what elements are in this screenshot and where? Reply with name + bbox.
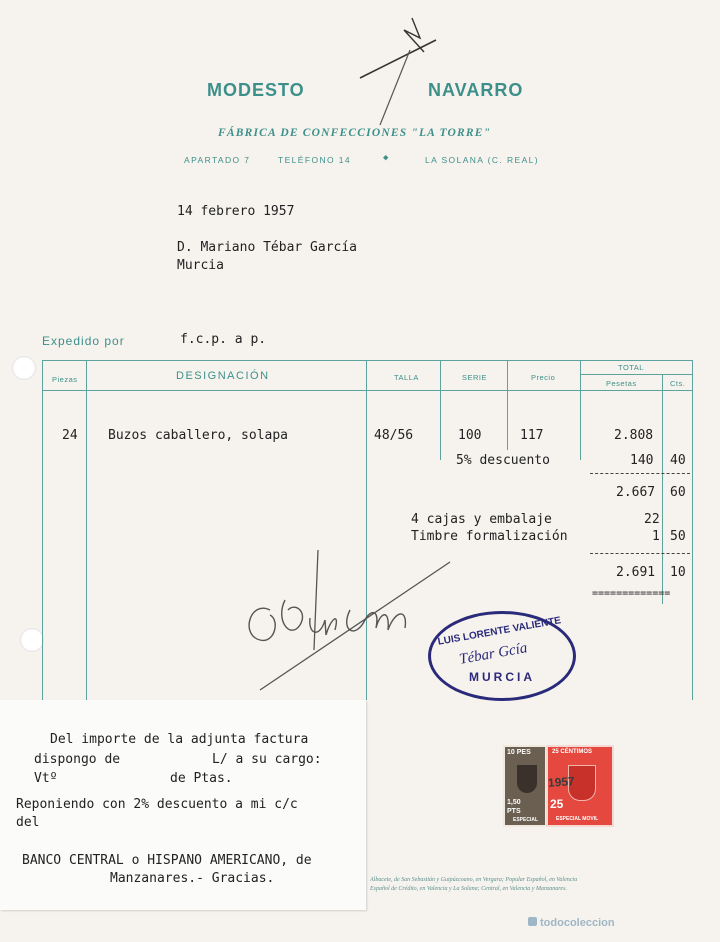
watermark — [528, 917, 615, 929]
column-header-total: TOTAL — [618, 363, 644, 372]
column-header-series: SERIE — [462, 373, 488, 382]
discount-cents: 40 — [670, 453, 686, 468]
column-header-size: TALLA — [394, 373, 419, 382]
address-apartado: APARTADO 7 — [184, 155, 251, 165]
pen-mark-slash — [340, 10, 460, 130]
subtotal-cents: 60 — [670, 485, 686, 500]
row-size: 48/56 — [374, 428, 414, 443]
row-pesetas: 2.808 — [614, 428, 654, 443]
fiscal-right-bottom: ESPECIAL MOVIL — [556, 816, 599, 822]
subtotal-pesetas: 2.667 — [616, 485, 656, 500]
watermark-logo-icon — [528, 917, 537, 926]
diamond-separator-icon: ◆ — [383, 153, 389, 163]
fiscal-right-top: 25 CÉNTIMOS — [552, 749, 593, 755]
boxes-label: 4 cajas y embalaje — [411, 512, 552, 527]
watermark-text: todocoleccion — [540, 917, 615, 929]
column-header-pieces: Piezas — [52, 375, 78, 384]
rubber-stamp — [428, 611, 576, 701]
discount-pesetas: 140 — [630, 453, 654, 468]
fiscal-stamp-left — [503, 745, 547, 827]
punch-hole-bottom — [20, 628, 44, 652]
shipped-by-label: Expedido por — [42, 334, 125, 348]
row-series: 100 — [458, 428, 482, 443]
stamp-fee-label: Timbre formalización — [411, 529, 568, 544]
rubber-stamp-name: LUIS LORENTE VALIENTE — [436, 615, 562, 648]
total-pesetas: 2.691 — [616, 565, 656, 580]
column-header-cents: Cts. — [670, 379, 686, 388]
fiscal-left-bottom: ESPECIAL — [513, 817, 539, 823]
company-name-left: MODESTO — [207, 80, 305, 100]
fiscal-left-top: 10 PES — [507, 749, 531, 756]
row-pieces: 24 — [62, 428, 78, 443]
slip-line-2a: dispongo de — [34, 752, 121, 767]
stamp-fee-pesetas: 1 — [652, 529, 660, 544]
signature — [230, 540, 460, 700]
total-rule-top — [590, 553, 690, 555]
row-designation: Buzos caballero, solapa — [108, 428, 289, 443]
slip-line-6: BANCO CENTRAL o HISPANO AMERICANO, de — [22, 853, 312, 868]
column-header-price: Precio — [531, 373, 556, 382]
slip-line-1: Del importe de la adjunta factura — [50, 732, 309, 747]
slip-line-3b: de Ptas. — [170, 771, 233, 786]
rubber-stamp-city: MURCIA — [469, 670, 535, 684]
stamp-fee-cents: 50 — [670, 529, 686, 544]
row-price: 117 — [520, 428, 544, 443]
company-subtitle: FÁBRICA DE CONFECCIONES "LA TORRE" — [218, 127, 492, 139]
fiscal-right-value: 25 — [550, 797, 564, 811]
bank-footer-line-1: Albacete, de San Sebastián y Guipúzcoano, en Vergara; Popular Español, en Valencia — [370, 877, 578, 883]
slip-line-3a: Vtº — [34, 771, 58, 786]
subtotal-rule — [590, 473, 690, 475]
slip-line-7: Manzanares.- Gracias. — [110, 871, 275, 886]
slip-line-5: del — [16, 815, 40, 830]
fiscal-cancel-mark: 1957 — [547, 774, 576, 790]
rubber-stamp-handwriting: Tébar Gcía — [458, 640, 529, 668]
punch-hole-top — [12, 356, 36, 380]
invoice-date: 14 febrero 1957 — [177, 204, 295, 219]
address-phone: TELÉFONO 14 — [278, 155, 352, 165]
column-header-pesetas: Pesetas — [606, 379, 637, 388]
pasted-payment-slip — [0, 700, 366, 910]
slip-line-2b: L/ a su cargo: — [212, 752, 322, 767]
shipped-by-value: f.c.p. a p. — [180, 332, 267, 347]
fiscal-left-value: 1,50 — [507, 799, 521, 806]
recipient-city: Murcia — [177, 258, 224, 273]
fiscal-left-unit: PTS — [507, 808, 521, 815]
address-city: LA SOLANA (C. REAL) — [425, 155, 539, 165]
boxes-pesetas: 22 — [644, 512, 660, 527]
total-cents: 10 — [670, 565, 686, 580]
company-name-right: NAVARRO — [428, 80, 524, 100]
discount-label: 5% descuento — [456, 453, 550, 468]
slip-line-4: Reponiendo con 2% descuento a mi c/c — [16, 797, 298, 812]
total-double-rule: ============= — [592, 588, 671, 599]
coat-of-arms-icon — [517, 765, 537, 793]
recipient-name: D. Mariano Tébar García — [177, 240, 358, 255]
column-header-designation: DESIGNACIÓN — [176, 370, 270, 382]
bank-footer-line-2: Español de Crédito, en Valencia y La Solana; Central, en Valencia y Manzanares. — [370, 886, 567, 892]
